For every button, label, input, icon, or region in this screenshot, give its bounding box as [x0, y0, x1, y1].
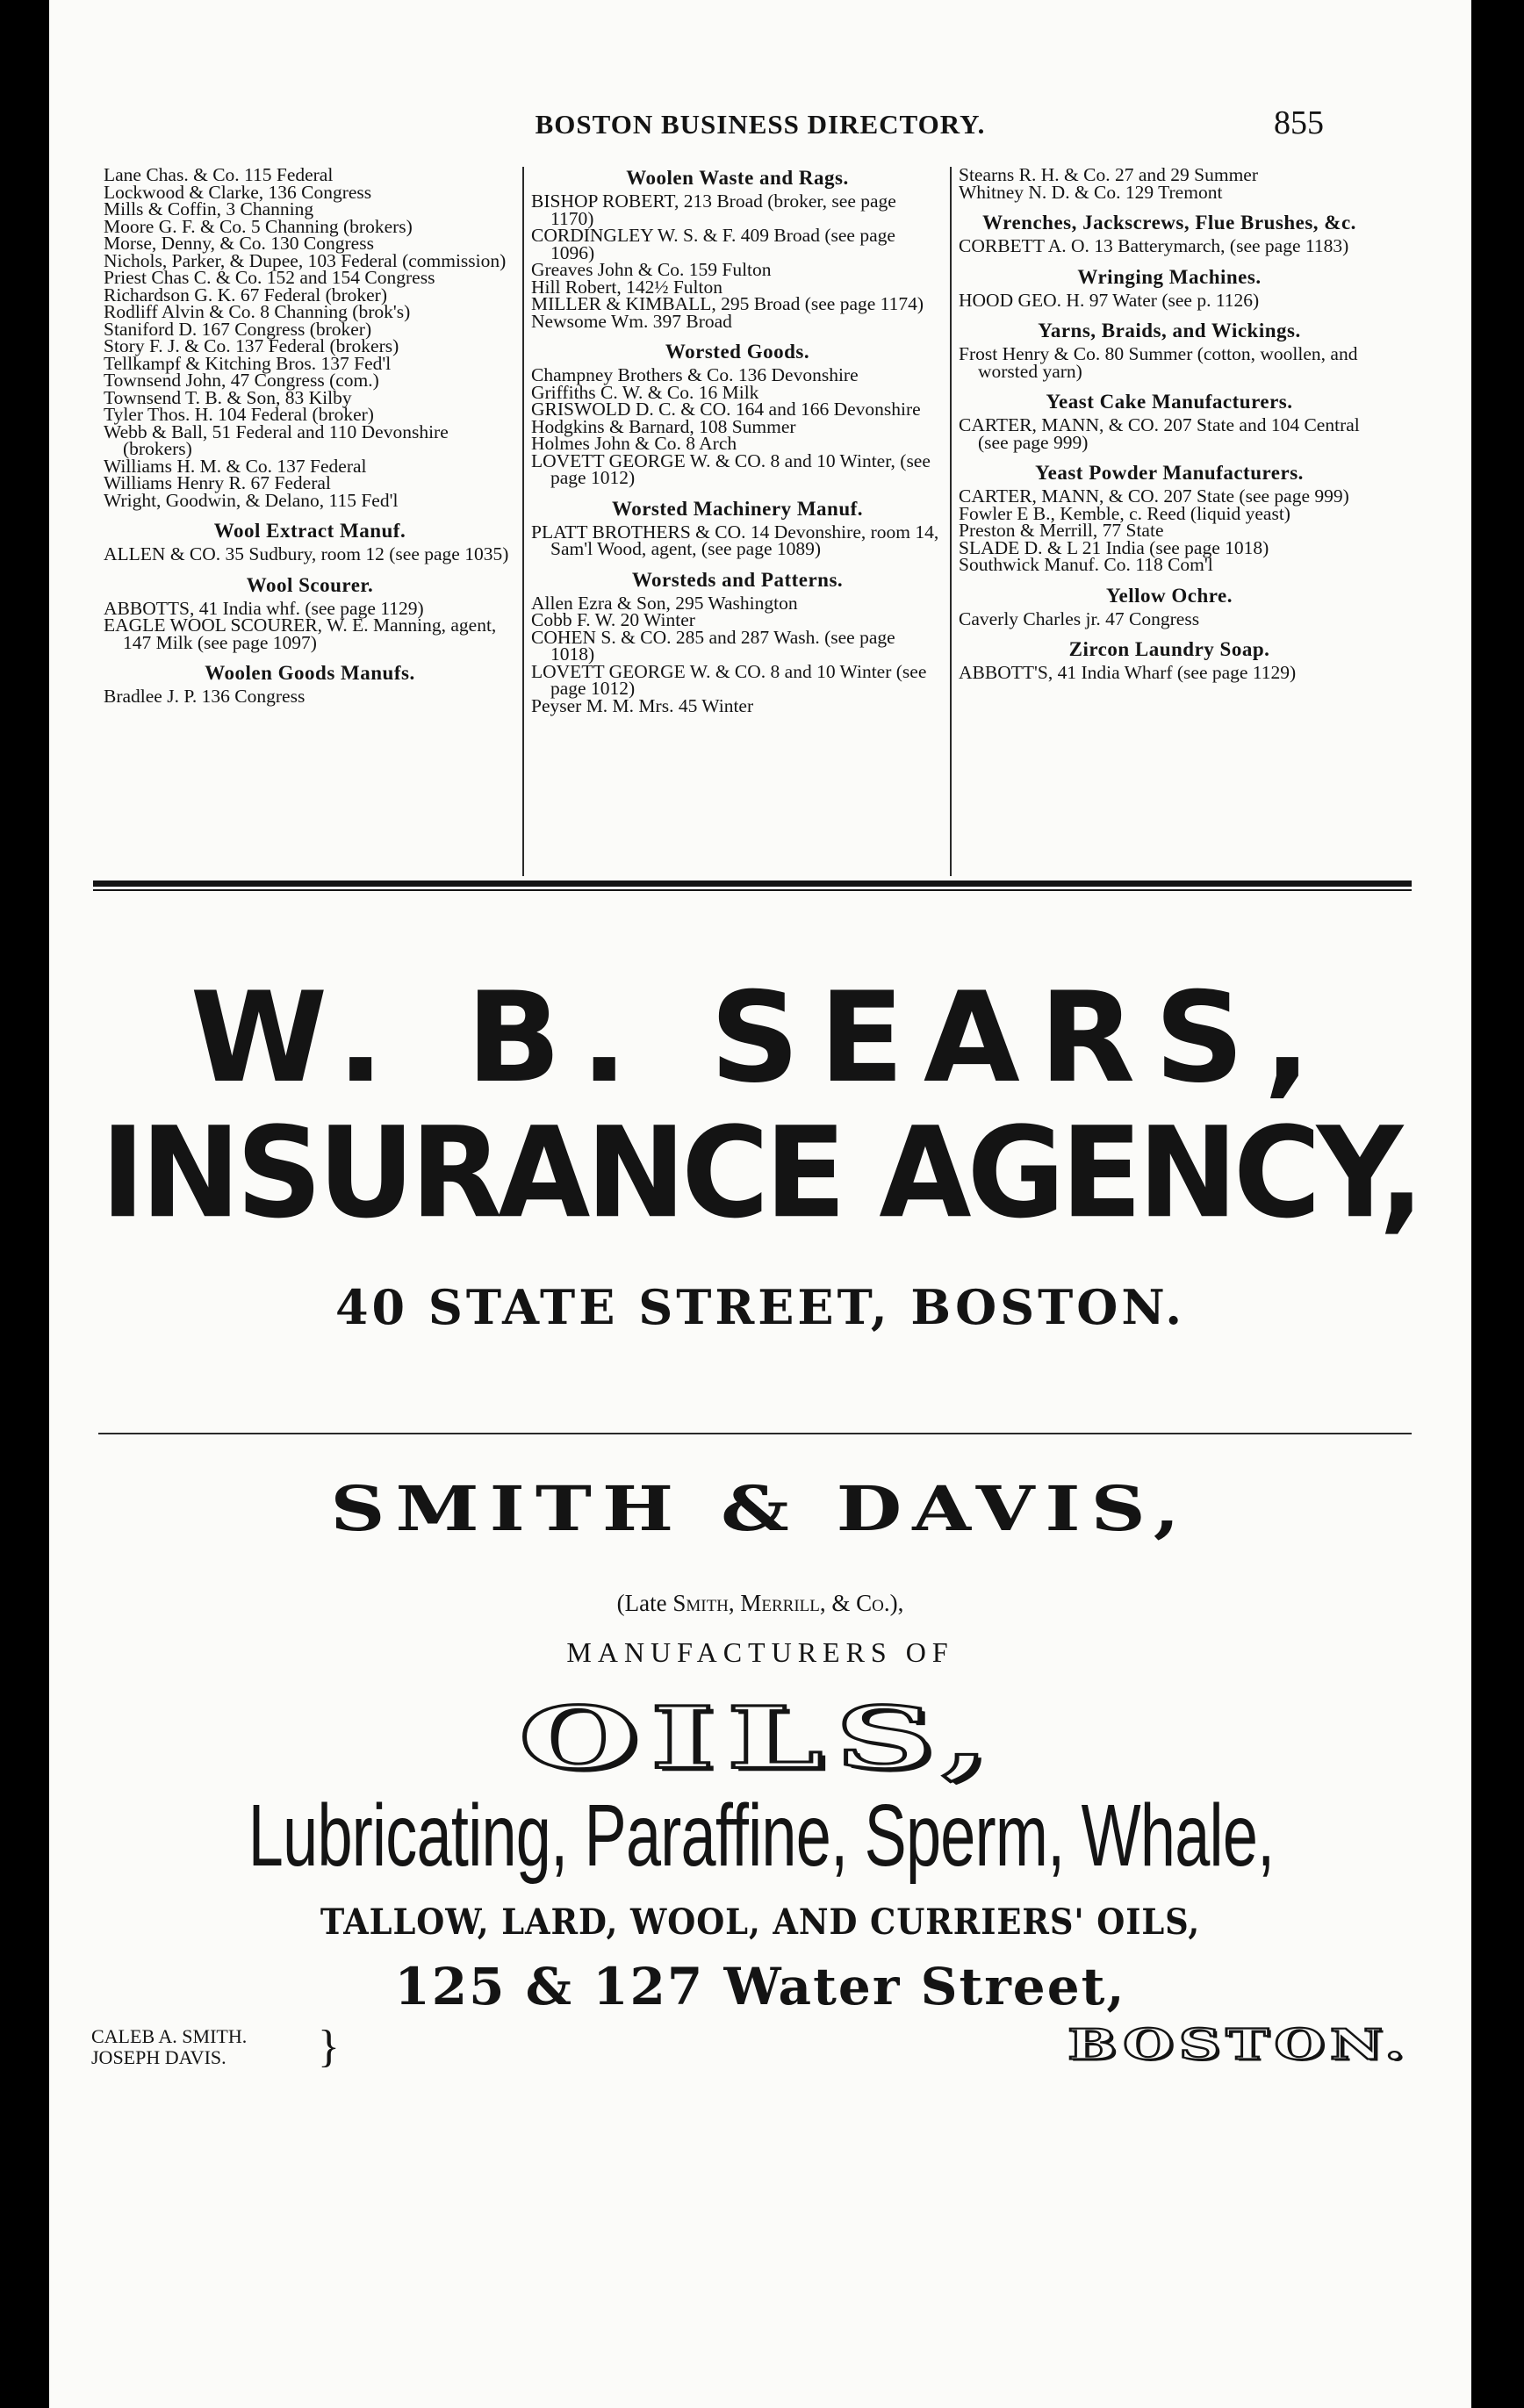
- section-divider-thin: [93, 889, 1412, 891]
- directory-entry: Lockwood & Clarke, 136 Congress: [104, 181, 372, 203]
- category-heading: Yeast Powder Manufacturers.: [1035, 462, 1304, 484]
- directory-entry: Stearns R. H. & Co. 27 and 29 Summer: [959, 167, 1258, 185]
- directory-entry: GRISWOLD D. C. & CO. 164 and 166 Devonshire: [531, 399, 921, 420]
- directory-entry: Hill Robert, 142½ Fulton: [531, 276, 722, 298]
- directory-entry: Greaves John & Co. 159 Fulton: [531, 259, 772, 280]
- directory-entry: ABBOTT'S, 41 India Wharf (see page 1129): [959, 662, 1297, 683]
- category-heading: Worsted Goods.: [665, 341, 810, 363]
- directory-entry: Newsome Wm. 397 Broad: [531, 310, 732, 332]
- directory-entry: Allen Ezra & Son, 295 Washington: [531, 592, 798, 614]
- directory-entry: Preston & Merrill, 77 State: [959, 520, 1164, 541]
- category-heading: Yeast Cake Manufacturers.: [1046, 391, 1293, 413]
- category-heading: Wool Extract Manuf.: [213, 520, 406, 542]
- directory-entry: Nichols, Parker, & Dupee, 103 Federal (commission): [104, 249, 507, 271]
- directory-entry: Holmes John & Co. 8 Arch: [531, 433, 737, 454]
- running-head: [49, 104, 1471, 147]
- directory-entry: Webb & Ball, 51 Federal and 110 Devonshire (brokers): [104, 421, 449, 459]
- directory-entry: Peyser M. M. Mrs. 45 Winter: [531, 694, 754, 716]
- partner-name: JOSEPH DAVIS.: [91, 2046, 226, 2068]
- directory-page: [49, 0, 1471, 2408]
- directory-entry: Wright, Goodwin, & Delano, 115 Fed'l: [104, 489, 399, 511]
- late-names: Smith, Merrill, & Co.: [672, 1590, 890, 1616]
- category-heading: Woolen Waste and Rags.: [626, 167, 849, 189]
- directory-entry: ABBOTTS, 41 India whf. (see page 1129): [104, 597, 424, 619]
- directory-entry: Priest Chas C. & Co. 152 and 154 Congress: [104, 267, 435, 288]
- category-heading: Woolen Goods Manufs.: [205, 662, 415, 684]
- smith-davis-city: BOSTON.: [1068, 2019, 1410, 2070]
- column-3: [959, 167, 1380, 878]
- directory-entry: Staniford D. 167 Congress (broker): [104, 318, 372, 340]
- directory-entry: Townsend John, 47 Congress (com.): [104, 370, 379, 391]
- directory-entry: Lane Chas. & Co. 115 Federal: [104, 167, 334, 185]
- smith-davis-oil-types: Lubricating, Paraffine, Sperm, Whale,: [248, 1786, 1275, 1885]
- directory-entry: Townsend T. B. & Son, 83 Kilby: [104, 386, 352, 408]
- category-heading: Worsted Machinery Manuf.: [611, 497, 864, 520]
- header-title: BOSTON BUSINESS DIRECTORY.: [535, 109, 986, 140]
- directory-entry: CARTER, MANN, & CO. 207 State (see page 999): [959, 485, 1349, 507]
- directory-entry: Morse, Denny, & Co. 130 Congress: [104, 233, 374, 254]
- directory-entry: Mills & Coffin, 3 Channing: [104, 198, 314, 219]
- directory-entry: CORBETT A. O. 13 Batterymarch, (see page 1183): [959, 235, 1349, 256]
- directory-entry: Champney Brothers & Co. 136 Devonshire: [531, 364, 859, 385]
- directory-entry: Williams Henry R. 67 Federal: [104, 472, 331, 493]
- directory-entry: CARTER, MANN, & CO. 207 State and 104 Central (see page 999): [959, 414, 1360, 453]
- directory-entry: COHEN S. & CO. 285 and 287 Wash. (see page 1018): [531, 626, 895, 665]
- directory-entry: Richardson G. K. 67 Federal (broker): [104, 284, 388, 305]
- directory-entry: HOOD GEO. H. 97 Water (see p. 1126): [959, 289, 1260, 311]
- category-heading: Zircon Laundry Soap.: [1068, 638, 1270, 660]
- column-1: [104, 167, 516, 878]
- directory-entry: MILLER & KIMBALL, 295 Broad (see page 1174): [531, 293, 924, 314]
- page-number: 855: [1274, 104, 1324, 141]
- directory-entry: Story F. J. & Co. 137 Federal (brokers): [104, 335, 399, 356]
- ad-divider: [98, 1433, 1412, 1434]
- smith-davis-name: SMITH & DAVIS,: [330, 1472, 1190, 1545]
- directory-entry: Cobb F. W. 20 Winter: [531, 609, 695, 630]
- partner-name: CALEB A. SMITH.: [91, 2025, 248, 2047]
- sears-ad-address: 40 STATE STREET, BOSTON.: [334, 1279, 1186, 1335]
- directory-entry: Griffiths C. W. & Co. 16 Milk: [531, 381, 759, 403]
- directory-entry: ALLEN & CO. 35 Sudbury, room 12 (see page 1035): [104, 543, 509, 564]
- directory-entry: Bradlee J. P. 136 Congress: [104, 686, 306, 707]
- directory-entry: BISHOP ROBERT, 213 Broad (broker, see page 1170): [531, 190, 896, 229]
- directory-entry: EAGLE WOOL SCOURER, W. E. Manning, agent, 147 Milk (see page 1097): [104, 615, 497, 653]
- section-divider-thick: [93, 881, 1412, 887]
- smith-davis-product: OILS,: [519, 1687, 1002, 1788]
- directory-entry: Williams H. M. & Co. 137 Federal: [104, 455, 367, 477]
- late-close: ),: [889, 1590, 904, 1616]
- category-heading: Wool Scourer.: [246, 573, 374, 596]
- column-rule: [522, 167, 524, 876]
- directory-entry: CORDINGLEY W. S. & F. 409 Broad (see page 1096): [531, 225, 895, 263]
- directory-entry: Moore G. F. & Co. 5 Channing (brokers): [104, 215, 413, 237]
- directory-entry: Fowler E B., Kemble, c. Reed (liquid yeast): [959, 502, 1290, 524]
- column-2: [531, 167, 944, 878]
- late-open: (Late: [616, 1590, 673, 1616]
- category-heading: Worsteds and Patterns.: [631, 568, 844, 591]
- directory-entry: SLADE D. & L 21 India (see page 1018): [959, 536, 1269, 558]
- sears-ad-agency: INSURANCE AGENCY,: [100, 1101, 1420, 1247]
- category-heading: Yellow Ochre.: [1105, 584, 1233, 607]
- column-rule: [950, 167, 952, 876]
- directory-entry: Frost Henry & Co. 80 Summer (cotton, woollen, and worsted yarn): [959, 343, 1358, 382]
- directory-entry: Tyler Thos. H. 104 Federal (broker): [104, 404, 374, 425]
- sears-ad-name: W. B. SEARS,: [190, 966, 1331, 1111]
- category-heading: Yarns, Braids, and Wickings.: [1038, 320, 1301, 341]
- directory-entry: Hodgkins & Barnard, 108 Summer: [531, 415, 796, 437]
- directory-entry: LOVETT GEORGE W. & CO. 8 and 10 Winter, (see page 1012): [531, 449, 931, 488]
- directory-entry: Southwick Manuf. Co. 118 Com'l: [959, 554, 1213, 575]
- smith-davis-other-oils: TALLOW, LARD, WOOL, AND CURRIERS' OILS,: [320, 1901, 1201, 1943]
- directory-entry: Rodliff Alvin & Co. 8 Channing (brok's): [104, 301, 411, 322]
- smith-davis-late-note: [49, 1587, 1471, 1619]
- directory-entry: PLATT BROTHERS & CO. 14 Devonshire, room 14, Sam'l Wood, agent, (see page 1089): [531, 521, 939, 559]
- directory-columns: [104, 167, 1394, 878]
- smith-davis-manufacturers: MANUFACTURERS OF: [566, 1636, 954, 1668]
- directory-entry: LOVETT GEORGE W. & CO. 8 and 10 Winter (see page 1012): [531, 660, 927, 699]
- smith-davis-street: 125 & 127 Water Street,: [394, 1957, 1126, 2016]
- directory-entry: Tellkampf & Kitching Bros. 137 Fed'l: [104, 352, 392, 374]
- category-heading: Wringing Machines.: [1077, 265, 1262, 288]
- smith-davis-partners: [91, 2022, 340, 2072]
- directory-entry: Caverly Charles jr. 47 Congress: [959, 607, 1200, 629]
- category-heading: Wrenches, Jackscrews, Flue Brushes, &c.: [982, 212, 1356, 234]
- brace-glyph: }: [318, 2022, 340, 2072]
- directory-entry: Whitney N. D. & Co. 129 Tremont: [959, 181, 1223, 203]
